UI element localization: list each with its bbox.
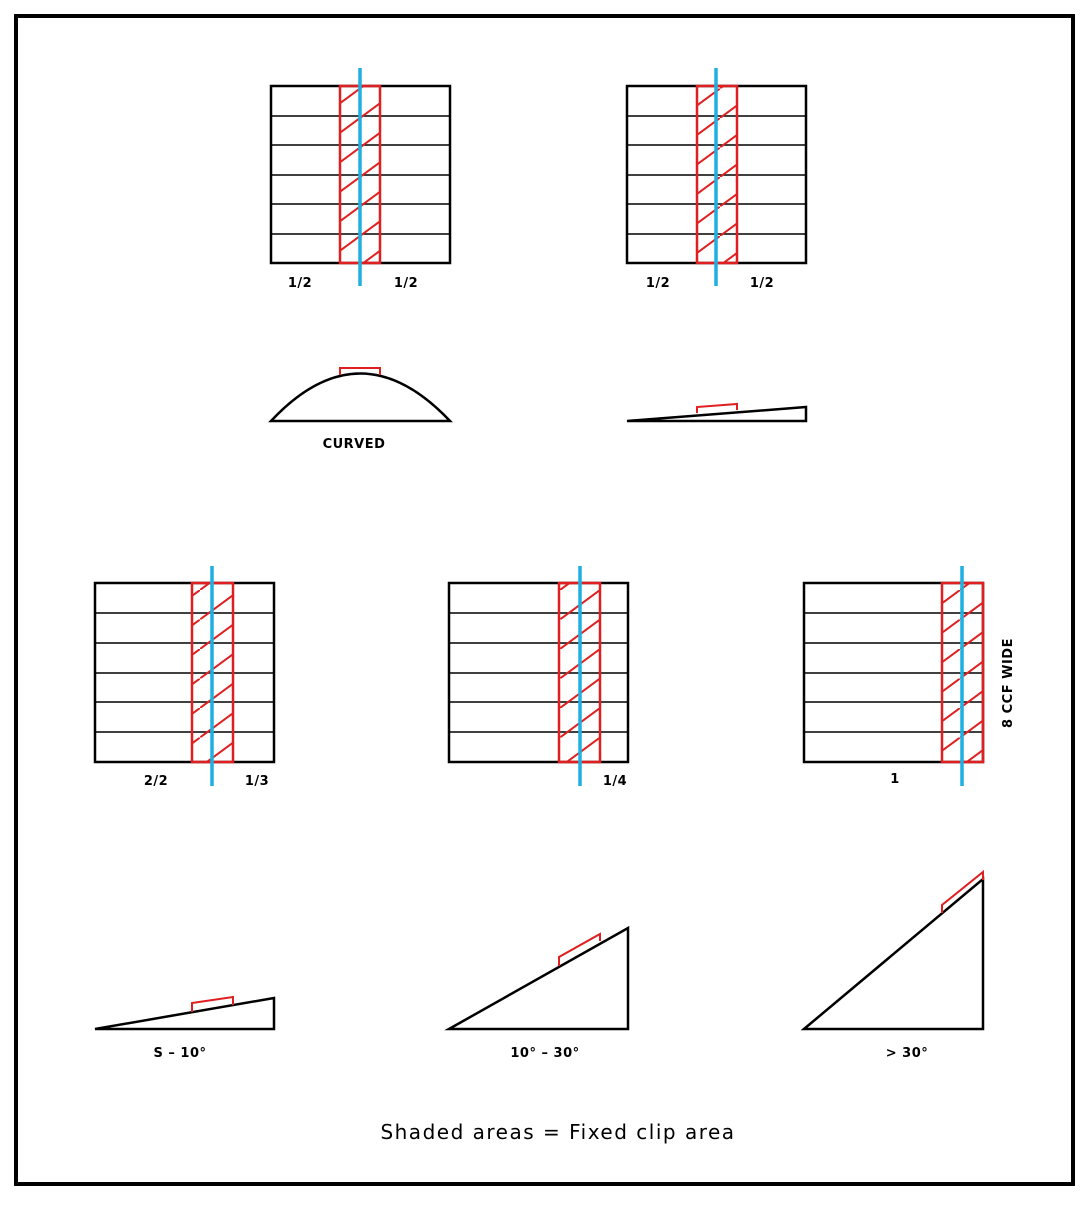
- profile-slope-s-10: [95, 997, 274, 1061]
- label-right: 1/2: [393, 276, 419, 291]
- panel-bottom-middle: [449, 566, 628, 789]
- label-left: 1/2: [287, 276, 313, 291]
- profile-low-slope: [627, 404, 806, 421]
- slope-shape: [95, 998, 274, 1029]
- label-left: 2/2: [143, 774, 169, 789]
- curved-roof-shape: [271, 374, 450, 422]
- profile-curved: [271, 368, 450, 452]
- label-left: 1: [890, 772, 900, 787]
- panel-top-right: [627, 68, 806, 291]
- panel-bottom-right: [804, 566, 1016, 787]
- drawing-frame: [16, 16, 1073, 1184]
- profile-slope-over-30: [804, 872, 983, 1061]
- side-label: 8 CCF WIDE: [1001, 638, 1016, 728]
- label-right: 1/3: [244, 774, 270, 789]
- label-left: 1/2: [645, 276, 671, 291]
- low-slope-shape: [627, 407, 806, 421]
- caption: Shaded areas = Fixed clip area: [380, 1120, 736, 1144]
- profile-label: CURVED: [322, 437, 386, 452]
- panel-rows: [95, 613, 274, 732]
- label-right: 1/2: [749, 276, 775, 291]
- clip-marker: [559, 934, 600, 966]
- slope-shape: [449, 928, 628, 1029]
- profile-label: 10° – 30°: [510, 1046, 580, 1061]
- label-right: 1/4: [602, 774, 628, 789]
- profile-label: > 30°: [885, 1046, 929, 1061]
- profile-slope-10-30: [449, 928, 628, 1061]
- panel-bottom-left: [95, 566, 274, 789]
- panel-top-left: [271, 68, 450, 291]
- profile-label: S – 10°: [153, 1046, 207, 1061]
- slope-shape: [804, 879, 983, 1029]
